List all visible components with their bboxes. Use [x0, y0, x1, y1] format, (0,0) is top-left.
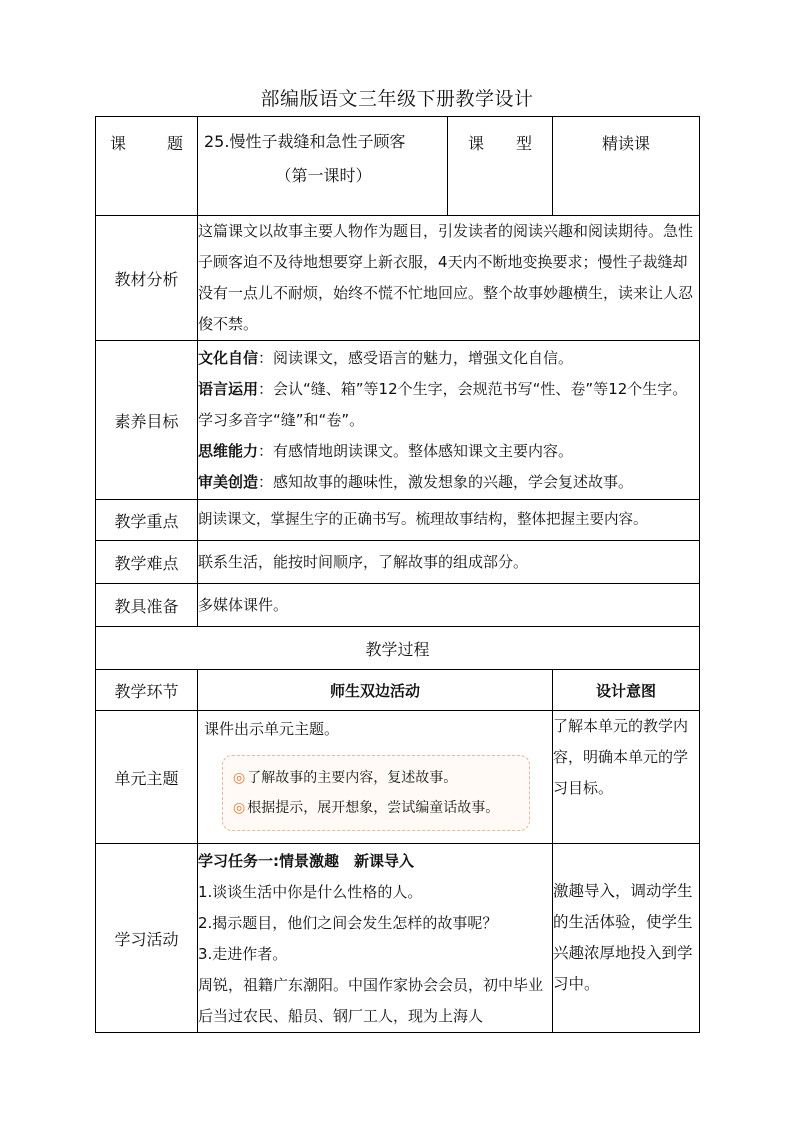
- goal-item: 语言运用：会认“缝、箱”等12个生字，会规范书写“性、卷”等12个生字。学习多音字“缝”和“卷”。: [198, 379, 688, 429]
- unit-theme-bullet: ◎ 根据提示，展开想象，尝试编童话故事。: [233, 800, 500, 816]
- lesson-title-label: 课 题: [96, 117, 198, 216]
- goal-item: 文化自信：阅读课文，感受语言的魅力，增强文化自信。: [198, 348, 574, 367]
- literacy-goals-list: [198, 341, 700, 500]
- unit-theme-callout: [222, 755, 530, 831]
- difficulties-text: 联系生活，能按时间顺序，了解故事的组成部分。: [198, 541, 700, 584]
- lesson-name: 25.慢性子裁缝和急性子顾客: [204, 132, 406, 151]
- lesson-title-row: [96, 117, 700, 216]
- literacy-goals-label: 素养目标: [96, 341, 198, 500]
- goal-item: 思维能力：有感情地朗读课文。整体感知课文主要内容。: [198, 441, 574, 460]
- document-title: 部编版语文三年级下册教学设计: [260, 88, 534, 110]
- lesson-plan-table: [95, 116, 700, 1033]
- bullet-circle-icon: ◎: [233, 770, 246, 786]
- unit-theme-label: 单元主题: [96, 711, 198, 844]
- material-analysis-row: [96, 216, 700, 341]
- difficulties-row: [96, 541, 700, 584]
- activity-line: 1.谈谈生活中你是什么性格的人。: [198, 883, 423, 901]
- activity-line: 3.走进作者。: [198, 945, 288, 963]
- material-analysis-label: 教材分析: [96, 216, 198, 341]
- bullet-circle-icon: ◎: [233, 800, 246, 816]
- learning-activity-row: [96, 844, 700, 1033]
- activity-line: 周锐，祖籍广东潮阳。中国作家协会会员，初中毕业后当过农民、船员、钢厂工人，现为上海人: [198, 976, 544, 1025]
- difficulties-label: 教学难点: [96, 541, 198, 584]
- tools-label: 教具准备: [96, 584, 198, 627]
- tools-text: 多媒体课件。: [198, 584, 700, 627]
- lesson-type-label: 课 型: [448, 117, 553, 216]
- column-stage: 教学环节: [96, 670, 198, 711]
- material-analysis-text: 这篇课文以故事主要人物作为题目，引发读者的阅读兴趣和阅读期待。急性子顾客迫不及待地想要穿上新衣服，4天内不断地变换要求；慢性子裁缝却没有一点儿不耐烦，始终不慌不忙地回应。整个故事妙趣横生，读来让人忍俊不禁。: [198, 216, 700, 341]
- tools-row: [96, 584, 700, 627]
- unit-theme-activity: [198, 711, 553, 844]
- unit-theme-intent: 了解本单元的教学内容，明确本单元的学习目标。: [553, 711, 700, 844]
- process-columns-row: [96, 670, 700, 711]
- unit-theme-row: [96, 711, 700, 844]
- learning-activity-label: 学习活动: [96, 844, 198, 1033]
- process-header-row: [96, 627, 700, 670]
- task-title: 学习任务一:情景激趣 新课导入: [198, 852, 415, 870]
- key-points-text: 朗读课文，掌握生字的正确书写。梳理故事结构，整体把握主要内容。: [198, 500, 700, 541]
- column-intent: 设计意图: [553, 670, 700, 711]
- process-header: 教学过程: [96, 627, 700, 670]
- unit-theme-intro: 课件出示单元主题。: [204, 720, 340, 738]
- goal-item: 审美创造：感知故事的趣味性，激发想象的兴趣，学会复述故事。: [198, 472, 634, 491]
- learning-activity-intent: 激趣导入，调动学生的生活体验，使学生兴趣浓厚地投入到学习中。: [553, 844, 700, 1033]
- lesson-period: （第一课时）: [275, 166, 372, 185]
- learning-activity-content: [198, 844, 553, 1033]
- unit-theme-bullet: ◎ 了解故事的主要内容，复述故事。: [233, 770, 458, 786]
- lesson-title-value: [198, 117, 448, 216]
- lesson-type-value: 精读课: [553, 117, 700, 216]
- activity-line: 2.揭示题目，他们之间会发生怎样的故事呢？: [198, 914, 498, 932]
- key-points-label: 教学重点: [96, 500, 198, 541]
- literacy-goals-row: [96, 341, 700, 500]
- key-points-row: [96, 500, 700, 541]
- column-activity: 师生双边活动: [198, 670, 553, 711]
